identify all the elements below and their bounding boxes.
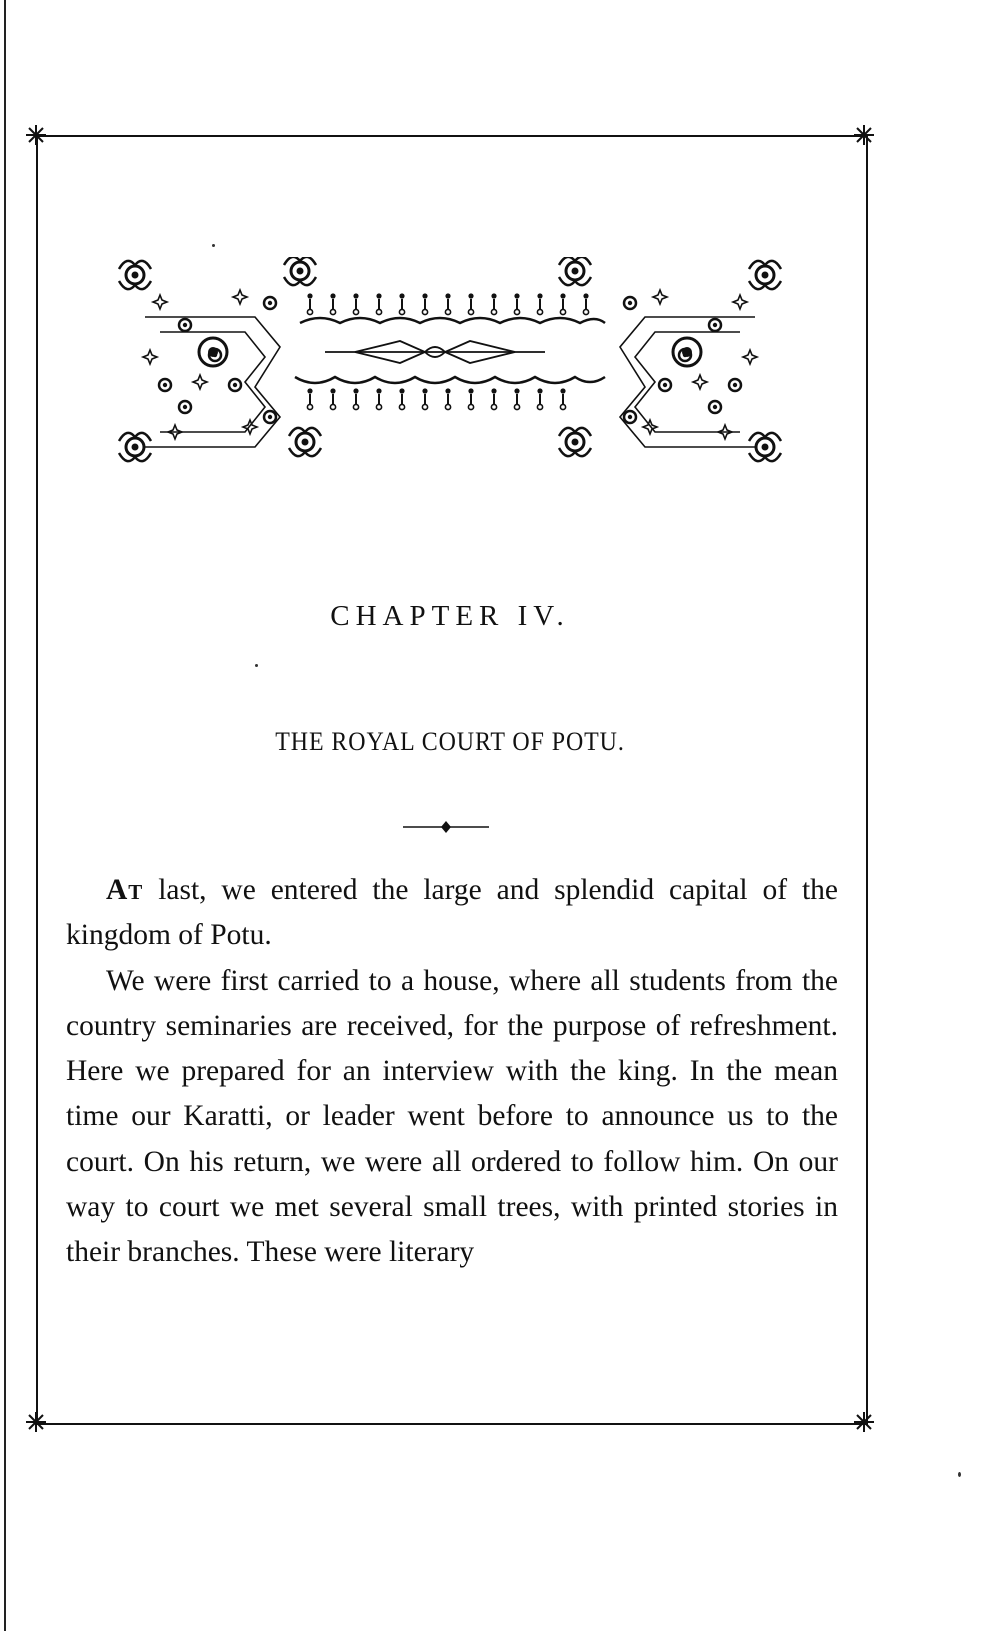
paragraph-text: last, we entered the large and splendid capital of the kingdom of Potu. (66, 874, 838, 952)
corner-ornament-icon (852, 1410, 876, 1434)
chapter-title: THE ROYAL COURT OF POTU. (275, 727, 625, 756)
paragraph (66, 868, 838, 959)
chapter-heading: CHAPTER IV. (330, 600, 570, 632)
chapter-body-text (66, 868, 838, 1276)
print-speck (255, 664, 258, 667)
print-speck (212, 244, 215, 247)
paragraph-lead-word: At (106, 874, 144, 906)
corner-ornament-icon (24, 123, 48, 147)
corner-ornament-icon (852, 123, 876, 147)
paragraph: We were first carried to a house, where all students from the country seminaries are received, for the purpose of refreshment. Here we prepared for an interview with the king. In the mean time our Karatti, or leader went before to announce us to the court. On his return, we were all ordered to follow him. On our way to court we met several small trees, with printed stories in their branches. These were literary (66, 964, 838, 1269)
ornamental-headpiece-icon (105, 257, 795, 475)
print-speck (958, 1472, 961, 1477)
corner-ornament-icon (24, 1410, 48, 1434)
page-binding-edge (4, 0, 6, 1631)
section-divider-icon (403, 820, 489, 834)
